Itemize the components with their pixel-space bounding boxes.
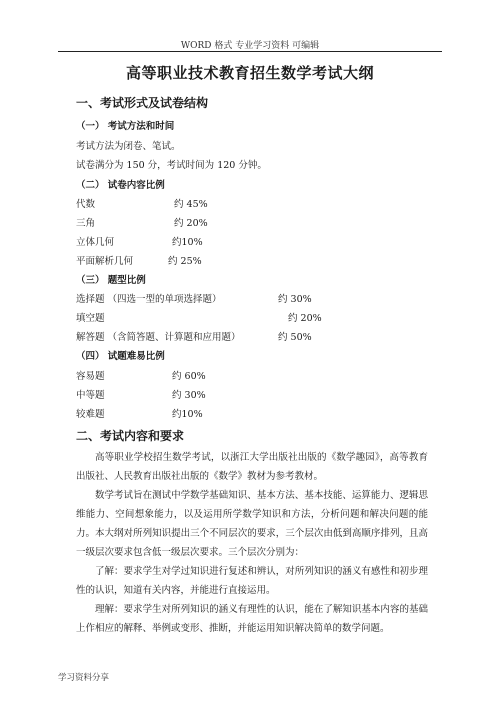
type-row-value: 约 20% xyxy=(288,313,322,324)
page-footer: 学习资料分享 xyxy=(58,673,110,683)
type-row-value: 约 50% xyxy=(278,332,312,343)
sub4-heading: （四） 试题难易比例 xyxy=(76,351,165,362)
section1-heading: 一、考试形式及试卷结构 xyxy=(76,96,209,110)
content-row-value: 约 25% xyxy=(168,256,202,267)
difficulty-row-value: 约10% xyxy=(172,409,203,420)
type-row-value: 约 30% xyxy=(278,294,312,305)
content-row-label: 平面解析几何 xyxy=(76,256,134,267)
difficulty-row-label: 容易题 xyxy=(76,371,105,382)
sub2-heading: （二） 试卷内容比例 xyxy=(76,180,165,191)
body-paragraph: 高等职业学校招生数学考试，以浙江大学出版社出版的《数学趣园》，高等教育出版社、人民教育出版社出版的《数学》教材为参考教材。 xyxy=(76,452,428,482)
sub1-line: 考试方法为闭卷、笔试。 xyxy=(76,141,181,152)
type-row-label: 选择题 （四选一型的单项选择题） xyxy=(76,294,222,305)
document-title: 高等职业技术教育招生数学考试大纲 xyxy=(125,64,374,82)
sub1-line: 试卷满分为 150 分，考试时间为 120 分钟。 xyxy=(76,160,267,171)
page-header: WORD 格式 专业学习资料 可编辑 xyxy=(180,41,320,51)
body-paragraph: 理解：要求学生对所列知识的涵义有理性的认识，能在了解知识基本内容的基础上作相应的解释、举例或变形、推断，并能运用知识解决简单的数学问题。 xyxy=(76,604,428,634)
content-row-label: 三角 xyxy=(76,218,96,229)
sub1-heading: （一） 考试方法和时间 xyxy=(76,121,175,132)
body-paragraph: 本大纲对所列知识提出三个不同层次的要求，三个层次由低到高顺序排列，且高一级层次要求包含低一级层次要求。三个层次分别为： xyxy=(76,528,428,558)
sub3-heading: （三） 题型比例 xyxy=(76,275,146,286)
type-row-label: 解答题 （含简答题、计算题和应用题） xyxy=(76,332,241,343)
content-row-label: 代数 xyxy=(76,199,96,210)
content-row-value: 约 20% xyxy=(174,218,208,229)
content-row-value: 约 45% xyxy=(174,199,208,210)
difficulty-row-value: 约 30% xyxy=(172,390,206,401)
type-row-label: 填空题 xyxy=(76,313,105,324)
body-paragraph: 了解：要求学生对学过知识进行复述和辨认，对所列知识的涵义有感性和初步理性的认识，知道有关内容，并能进行直接运用。 xyxy=(76,566,428,596)
difficulty-row-label: 较难题 xyxy=(76,409,105,420)
section2-heading: 二、考试内容和要求 xyxy=(76,429,185,443)
difficulty-row-value: 约 60% xyxy=(172,371,206,382)
content-row-label: 立体几何 xyxy=(76,237,115,248)
difficulty-row-label: 中等题 xyxy=(76,390,105,401)
body-paragraph: 数学考试旨在测试中学数学基础知识、基本方法、基本技能、运算能力、逻辑思维能力、空间想象能力，以及运用所学数学知识和方法，分析问题和解决问题的能力。 xyxy=(76,490,428,539)
header-rule xyxy=(58,51,442,52)
content-row-value: 约10% xyxy=(172,237,203,248)
